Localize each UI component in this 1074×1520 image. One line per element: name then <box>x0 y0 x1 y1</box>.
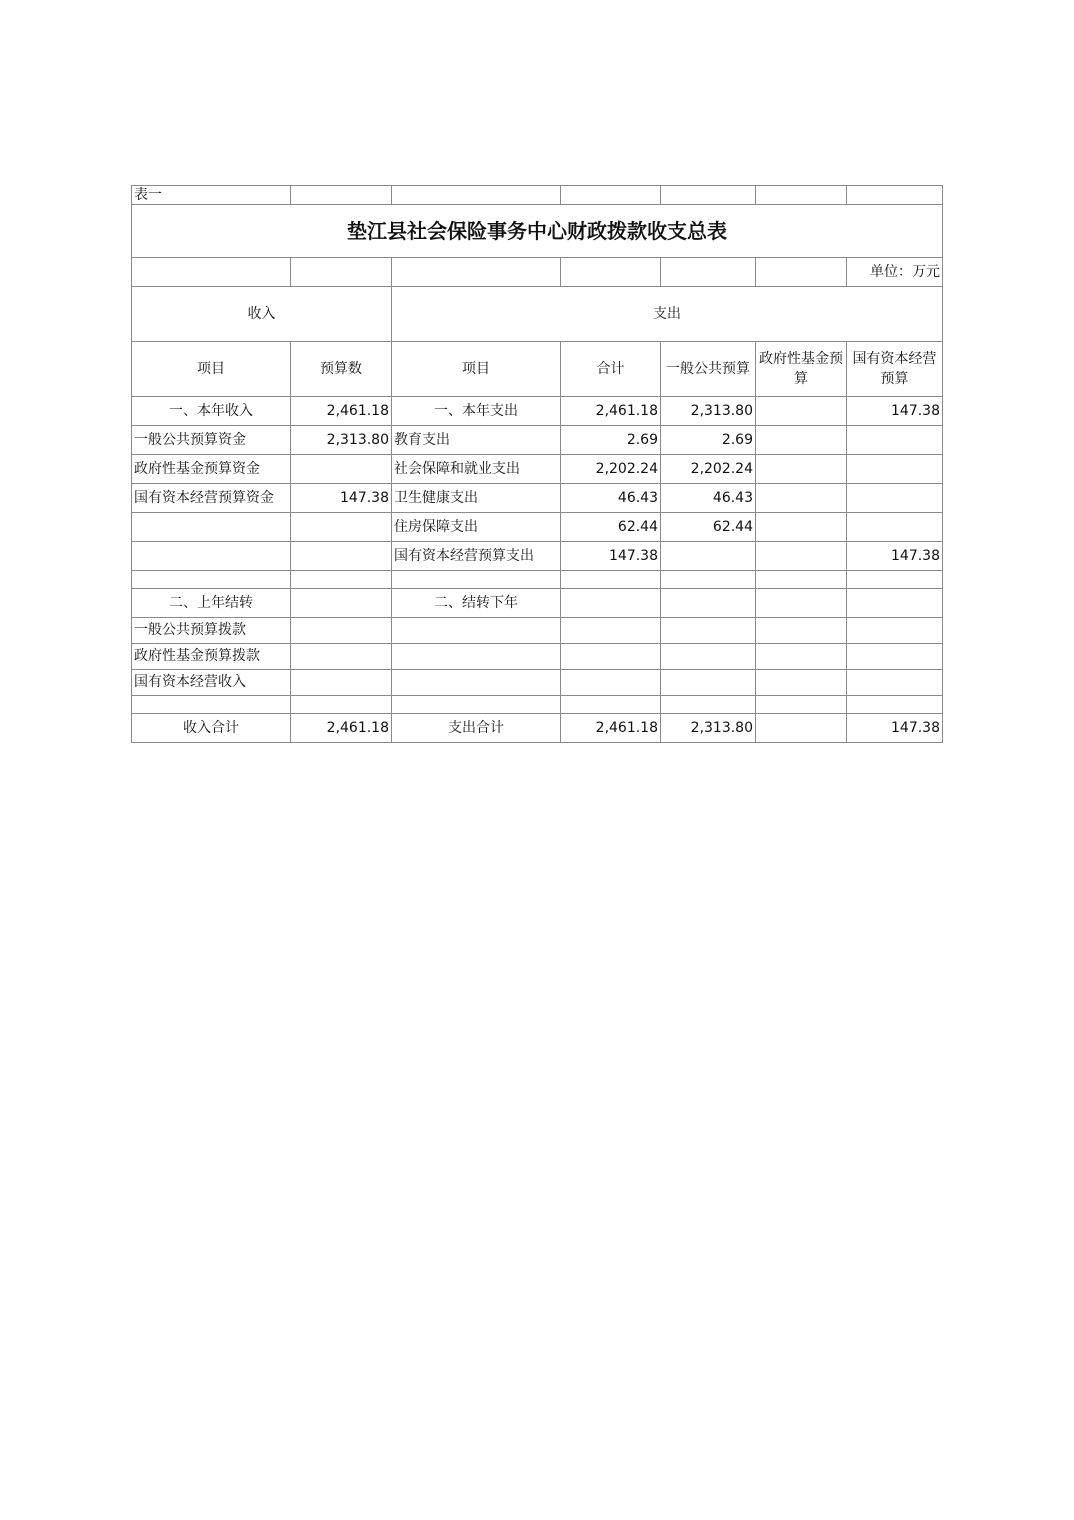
income-item: 二、上年结转 <box>132 589 291 618</box>
exp-total-value: 2,461.18 <box>561 714 661 743</box>
income-item: 政府性基金预算资金 <box>132 455 291 484</box>
exp-general: 46.43 <box>661 484 756 513</box>
empty-cell <box>661 258 756 287</box>
income-budget: 2,461.18 <box>291 397 392 426</box>
empty-cell <box>756 571 847 589</box>
empty-cell <box>661 696 756 714</box>
exp-gov-fund <box>756 542 847 571</box>
exp-state-capital <box>847 618 943 644</box>
exp-gov-fund <box>756 397 847 426</box>
exp-total: 147.38 <box>561 542 661 571</box>
spacer-row <box>132 696 943 714</box>
exp-general: 2.69 <box>661 426 756 455</box>
exp-state-capital <box>847 513 943 542</box>
table-row <box>132 397 943 426</box>
empty-cell <box>132 571 291 589</box>
exp-general: 62.44 <box>661 513 756 542</box>
exp-general: 2,313.80 <box>661 397 756 426</box>
exp-item: 国有资本经营预算支出 <box>392 542 561 571</box>
income-item: 国有资本经营收入 <box>132 670 291 696</box>
table-row <box>132 542 943 571</box>
income-budget <box>291 455 392 484</box>
exp-general: 2,202.24 <box>661 455 756 484</box>
income-item: 一、本年收入 <box>132 397 291 426</box>
empty-cell <box>561 571 661 589</box>
exp-state-capital: 147.38 <box>847 397 943 426</box>
exp-total: 2,461.18 <box>561 397 661 426</box>
fiscal-appropriation-summary-table <box>131 185 943 743</box>
income-item: 一般公共预算拨款 <box>132 618 291 644</box>
exp-gov-fund <box>756 589 847 618</box>
empty-cell <box>392 186 561 205</box>
table-row <box>132 455 943 484</box>
spacer-row <box>132 571 943 589</box>
exp-general-total: 2,313.80 <box>661 714 756 743</box>
empty-cell <box>392 571 561 589</box>
empty-cell <box>847 186 943 205</box>
income-budget: 2,313.80 <box>291 426 392 455</box>
income-item <box>132 513 291 542</box>
exp-state-capital-total: 147.38 <box>847 714 943 743</box>
exp-state-capital <box>847 426 943 455</box>
exp-total <box>561 644 661 670</box>
empty-cell <box>661 571 756 589</box>
total-row <box>132 714 943 743</box>
exp-state-capital <box>847 455 943 484</box>
empty-cell <box>291 571 392 589</box>
table-row <box>132 426 943 455</box>
income-total-value: 2,461.18 <box>291 714 392 743</box>
exp-general <box>661 589 756 618</box>
empty-cell <box>132 696 291 714</box>
exp-total <box>561 589 661 618</box>
empty-cell <box>561 258 661 287</box>
exp-item <box>392 644 561 670</box>
income-budget <box>291 644 392 670</box>
exp-total: 2,202.24 <box>561 455 661 484</box>
exp-gov-fund <box>756 644 847 670</box>
exp-gov-fund <box>756 670 847 696</box>
empty-cell <box>132 258 291 287</box>
table-title: 垫江县社会保险事务中心财政拨款收支总表 <box>132 205 943 258</box>
exp-total: 62.44 <box>561 513 661 542</box>
exp-general <box>661 618 756 644</box>
exp-item <box>392 670 561 696</box>
empty-cell <box>392 696 561 714</box>
exp-item: 二、结转下年 <box>392 589 561 618</box>
table-label: 表一 <box>132 186 291 205</box>
income-budget <box>291 589 392 618</box>
empty-cell <box>561 696 661 714</box>
exp-total <box>561 618 661 644</box>
exp-general <box>661 542 756 571</box>
exp-general <box>661 644 756 670</box>
empty-cell <box>756 258 847 287</box>
income-budget <box>291 513 392 542</box>
exp-item <box>392 618 561 644</box>
table-row <box>132 589 943 618</box>
empty-cell <box>661 186 756 205</box>
exp-total-label: 支出合计 <box>392 714 561 743</box>
col-header-exp-general: 一般公共预算 <box>661 342 756 397</box>
column-header-row <box>132 342 943 397</box>
table-row <box>132 670 943 696</box>
col-header-income-item: 项目 <box>132 342 291 397</box>
exp-total: 2.69 <box>561 426 661 455</box>
exp-gov-fund <box>756 455 847 484</box>
col-header-exp-item: 项目 <box>392 342 561 397</box>
exp-total <box>561 670 661 696</box>
empty-cell <box>291 696 392 714</box>
exp-gov-fund-total <box>756 714 847 743</box>
income-item: 一般公共预算资金 <box>132 426 291 455</box>
group-header-row <box>132 287 943 342</box>
col-header-exp-gov-fund: 政府性基金预算 <box>756 342 847 397</box>
title-row <box>132 205 943 258</box>
exp-state-capital <box>847 670 943 696</box>
exp-state-capital <box>847 644 943 670</box>
income-group-header: 收入 <box>132 287 392 342</box>
exp-state-capital <box>847 484 943 513</box>
exp-gov-fund <box>756 618 847 644</box>
income-item: 政府性基金预算拨款 <box>132 644 291 670</box>
exp-item: 卫生健康支出 <box>392 484 561 513</box>
empty-cell <box>756 186 847 205</box>
col-header-exp-state-capital: 国有资本经营预算 <box>847 342 943 397</box>
income-item: 国有资本经营预算资金 <box>132 484 291 513</box>
exp-gov-fund <box>756 484 847 513</box>
empty-cell <box>291 186 392 205</box>
exp-gov-fund <box>756 426 847 455</box>
income-budget <box>291 618 392 644</box>
col-header-exp-total: 合计 <box>561 342 661 397</box>
label-row <box>132 186 943 205</box>
empty-cell <box>392 258 561 287</box>
expenditure-group-header: 支出 <box>392 287 943 342</box>
table-row <box>132 484 943 513</box>
table-row <box>132 644 943 670</box>
unit-label: 单位：万元 <box>847 258 943 287</box>
exp-item: 社会保障和就业支出 <box>392 455 561 484</box>
empty-cell <box>291 258 392 287</box>
empty-cell <box>756 696 847 714</box>
exp-total: 46.43 <box>561 484 661 513</box>
income-budget <box>291 542 392 571</box>
exp-gov-fund <box>756 513 847 542</box>
exp-general <box>661 670 756 696</box>
empty-cell <box>847 696 943 714</box>
exp-state-capital: 147.38 <box>847 542 943 571</box>
unit-row <box>132 258 943 287</box>
income-budget <box>291 670 392 696</box>
empty-cell <box>561 186 661 205</box>
exp-state-capital <box>847 589 943 618</box>
income-item <box>132 542 291 571</box>
income-budget: 147.38 <box>291 484 392 513</box>
col-header-income-budget: 预算数 <box>291 342 392 397</box>
exp-item: 一、本年支出 <box>392 397 561 426</box>
table-row <box>132 618 943 644</box>
exp-item: 教育支出 <box>392 426 561 455</box>
table-row <box>132 513 943 542</box>
exp-item: 住房保障支出 <box>392 513 561 542</box>
empty-cell <box>847 571 943 589</box>
income-total-label: 收入合计 <box>132 714 291 743</box>
